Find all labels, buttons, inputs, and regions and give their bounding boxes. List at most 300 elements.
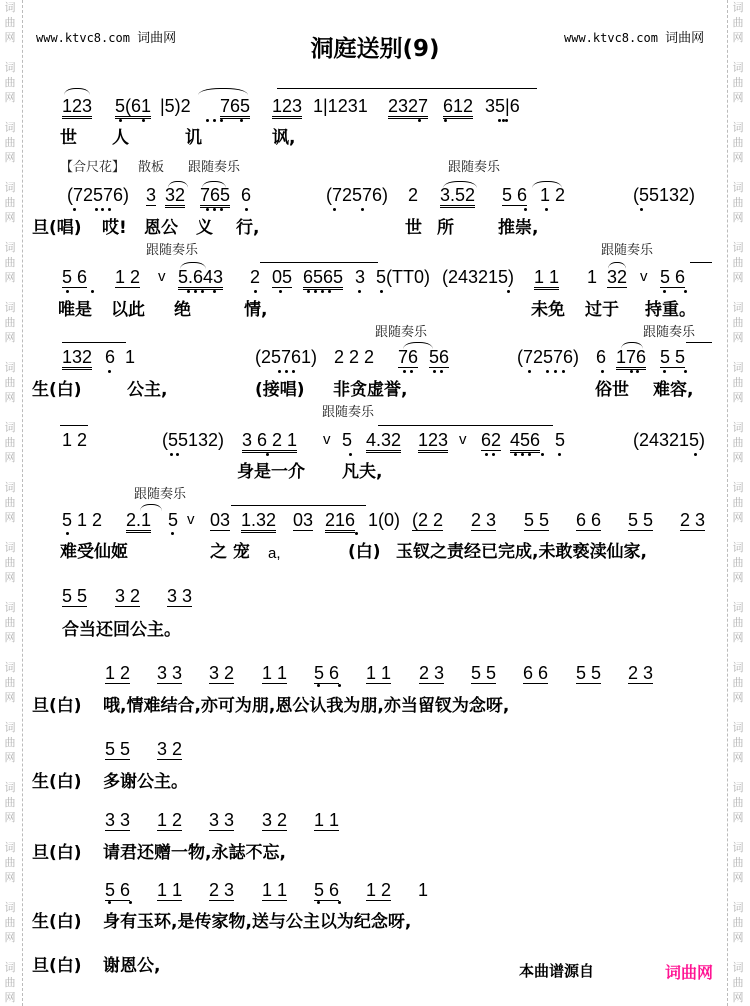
watermark-char: 词 (732, 181, 744, 194)
watermark-char: 曲 (732, 736, 744, 749)
watermark-char: 词 (732, 961, 744, 974)
site-name-text: 词曲网 (665, 31, 705, 46)
watermark-char: 词 (732, 121, 744, 134)
watermark-char: 曲 (4, 16, 16, 29)
lyric: 讥 (185, 128, 202, 148)
note-group: 216 (325, 510, 355, 533)
follow-music-annotation: 跟随奏乐 (146, 243, 199, 258)
watermark-char: 曲 (732, 796, 744, 809)
octave-dot (514, 453, 517, 456)
note-group: (243215) (633, 430, 706, 450)
octave-dot (213, 119, 216, 122)
octave-dot (108, 208, 111, 211)
watermark-char: 曲 (4, 556, 16, 569)
lyric: 未免 (531, 300, 565, 320)
role-label: 生(白) (32, 380, 82, 400)
octave-dot (187, 290, 190, 293)
octave-dot (142, 119, 145, 122)
note-group: 123 (62, 96, 92, 119)
watermark-char: 网 (4, 811, 16, 824)
watermark-char: 词 (732, 781, 744, 794)
note-group: 3 (146, 185, 157, 205)
octave-dot (521, 453, 524, 456)
role-label: 生(白) (32, 912, 82, 932)
note-group: 1 2 (540, 185, 566, 205)
watermark-char: 网 (732, 211, 744, 224)
note-group: 6565 (303, 267, 343, 290)
watermark-char: 词 (4, 661, 16, 674)
role-label: 旦(白) (32, 843, 82, 863)
watermark-char: 网 (732, 511, 744, 524)
lyric: 非贪虚誉, (333, 380, 408, 400)
note-group: 3 (355, 267, 366, 287)
watermark-char: 曲 (732, 376, 744, 389)
watermark-char: 曲 (732, 976, 744, 989)
watermark-char: 网 (4, 271, 16, 284)
octave-dot (684, 370, 687, 373)
note-group: 1 1 (157, 880, 183, 900)
octave-dot (444, 119, 447, 122)
note-group: 765 (200, 185, 230, 208)
note-group: 2 3 (680, 510, 706, 530)
watermark-char: 网 (732, 91, 744, 104)
lyric: 请君还赠一物,永誌不忘, (103, 843, 286, 863)
octave-dot (254, 290, 257, 293)
lyric: 凡夫, (342, 462, 383, 482)
note-group: 1 (125, 347, 136, 367)
watermark-char: 网 (4, 451, 16, 464)
watermark-char: 词 (4, 361, 16, 374)
octave-dot (333, 208, 336, 211)
note-group: (55132) (633, 185, 696, 205)
role-label: 生(白) (32, 772, 82, 792)
follow-music-annotation: 跟随奏乐 (134, 487, 187, 502)
octave-dot (358, 290, 361, 293)
watermark-char: 曲 (4, 496, 16, 509)
note-group: (243215) (442, 267, 515, 287)
breath-mark: v (187, 511, 195, 528)
lyric: 绝 (174, 300, 191, 320)
octave-dot (328, 290, 331, 293)
note-group: 76 (398, 347, 419, 367)
octave-dot (119, 119, 122, 122)
note-group: 5 6 (660, 267, 686, 287)
octave-dot (562, 370, 565, 373)
watermark-char: 词 (732, 361, 744, 374)
octave-dot (66, 290, 69, 293)
watermark-char: 曲 (732, 436, 744, 449)
note-group: 1 1 (314, 810, 340, 830)
note-group: 5 6 (314, 663, 340, 683)
watermark-char: 网 (4, 211, 16, 224)
note-group: 03 (210, 510, 231, 530)
note-group: 3 3 (167, 586, 193, 606)
lyric: 推崇, (498, 218, 539, 238)
watermark-char: 词 (732, 661, 744, 674)
watermark-char: 词 (4, 301, 16, 314)
lyric: 世 (60, 128, 77, 148)
octave-dot (433, 370, 436, 373)
note-group: 5 (555, 430, 566, 450)
octave-dot (206, 208, 209, 211)
octave-dot (176, 453, 179, 456)
note-group: 6 (596, 347, 607, 367)
note-group: (2 2 (412, 510, 444, 530)
watermark-char: 网 (4, 991, 16, 1004)
watermark-char: 网 (4, 571, 16, 584)
note-group: 5 5 (660, 347, 686, 367)
note-group: 5 6 (62, 267, 88, 287)
watermark-char: 曲 (732, 136, 744, 149)
octave-dot (505, 119, 508, 122)
note-group: 2 3 (419, 663, 445, 683)
follow-music-annotation: 跟随奏乐 (643, 325, 696, 340)
watermark-char: 词 (732, 301, 744, 314)
octave-dot (170, 453, 173, 456)
watermark-char: 词 (732, 541, 744, 554)
note-group: 32 (607, 267, 628, 287)
lyric: 恩公 (144, 218, 178, 238)
watermark-char: 词 (4, 421, 16, 434)
note-group: 1 1 (262, 880, 288, 900)
note-group: 32 (165, 185, 185, 208)
octave-dot (314, 290, 317, 293)
note-group: 1 2 (366, 880, 392, 900)
watermark-char: 曲 (732, 916, 744, 929)
octave-dot (129, 901, 132, 904)
lyric: a, (268, 545, 281, 562)
lyric: 义 (196, 218, 213, 238)
watermark-char: 曲 (4, 916, 16, 929)
octave-dot (317, 684, 320, 687)
note-group: 612 (443, 96, 473, 119)
octave-dot (554, 370, 557, 373)
watermark-char: 曲 (4, 616, 16, 629)
note-group: 5 5 (62, 586, 88, 606)
octave-dot (279, 290, 282, 293)
octave-dot (285, 370, 288, 373)
lyric: 过于 (585, 300, 619, 320)
breath-mark: v (640, 268, 648, 285)
octave-dot (213, 290, 216, 293)
note-group: 2 3 (471, 510, 497, 530)
note-group: 765 (220, 96, 250, 119)
note-group: 456 (510, 430, 540, 453)
octave-dot (266, 453, 269, 456)
watermark-char: 曲 (4, 796, 16, 809)
watermark-char: 词 (732, 421, 744, 434)
watermark-char: 词 (732, 61, 744, 74)
note-group: 1(0) (368, 510, 401, 530)
source-site-link[interactable]: 词曲网 (665, 963, 714, 982)
note-group: 5.643 (178, 267, 223, 290)
note-group: 132 (62, 347, 92, 370)
octave-dot (558, 453, 561, 456)
watermark-char: 词 (4, 241, 16, 254)
follow-music-annotation: 跟随奏乐 (601, 243, 654, 258)
note-group: 5(TT0) (376, 267, 430, 287)
note-group: 2 (250, 267, 261, 287)
note-group: 4.32 (366, 430, 401, 453)
note-group: 1 (587, 267, 598, 287)
role-label: 旦(唱) (32, 218, 82, 238)
octave-dot (403, 370, 406, 373)
watermark-char: 曲 (732, 496, 744, 509)
octave-dot (171, 532, 174, 535)
watermark-char: 网 (4, 151, 16, 164)
note-group: 5 6 (502, 185, 528, 205)
watermark-char: 曲 (4, 76, 16, 89)
note-group: 5(61 (115, 96, 151, 119)
lyric: 身有玉环,是传家物,送与公主以为纪念呀, (103, 912, 412, 932)
watermark-char: 词 (4, 721, 16, 734)
octave-dot (355, 532, 358, 535)
follow-music-annotation: 跟随奏乐 (188, 160, 241, 175)
watermark-char: 词 (732, 721, 744, 734)
octave-dot (410, 370, 413, 373)
note-group: 2 3 (628, 663, 654, 683)
octave-dot (108, 370, 111, 373)
note-group: 05 (272, 267, 293, 287)
note-group: (55132) (162, 430, 225, 450)
note-group: 1 2 (62, 430, 88, 450)
watermark-char: 词 (4, 181, 16, 194)
watermark-char: 曲 (732, 556, 744, 569)
watermark-char: 网 (732, 151, 744, 164)
watermark-char: 网 (732, 991, 744, 1004)
note-group: 1.32 (241, 510, 276, 533)
note-group: 56 (429, 347, 450, 367)
octave-dot (338, 901, 341, 904)
note-group: 3.52 (440, 185, 475, 208)
watermark-char: 网 (4, 91, 16, 104)
octave-dot (630, 370, 633, 373)
lyric: 行, (236, 218, 260, 238)
watermark-char: 网 (4, 631, 16, 644)
lyric: 人 (112, 128, 129, 148)
octave-dot (546, 370, 549, 373)
lyric: 所 (437, 218, 454, 238)
octave-dot (240, 119, 243, 122)
octave-dot (640, 208, 643, 211)
note-group: (72576) (517, 347, 580, 367)
note-group: 5 5 (524, 510, 550, 530)
watermark-char: 曲 (4, 136, 16, 149)
note-group: 2 3 (209, 880, 235, 900)
site-name-text: 词曲网 (137, 31, 177, 46)
octave-dot (245, 208, 248, 211)
watermark-char: 词 (4, 781, 16, 794)
octave-dot (220, 119, 223, 122)
octave-dot (201, 290, 204, 293)
note-group: 5 5 (628, 510, 654, 530)
watermark-char: 网 (732, 391, 744, 404)
watermark-char: 曲 (4, 436, 16, 449)
lyric: 以此 (111, 300, 145, 320)
lyric: 多谢公主。 (103, 772, 188, 792)
note-group: 03 (293, 510, 314, 530)
octave-dot (317, 901, 320, 904)
role-label: 旦(白) (32, 956, 82, 976)
note-group: 176 (616, 347, 646, 370)
watermark-char: 曲 (732, 256, 744, 269)
watermark-char: 曲 (4, 376, 16, 389)
watermark-char: 词 (732, 601, 744, 614)
lyric: 世 (405, 218, 422, 238)
breath-mark: v (323, 431, 331, 448)
note-group: 3 2 (157, 739, 183, 759)
note-group: (72576) (67, 185, 130, 205)
note-group: 5 6 (105, 880, 131, 900)
role-label: (白) (348, 542, 381, 562)
watermark-char: 网 (4, 691, 16, 704)
note-group: 1 1 (534, 267, 559, 290)
note-group: 1 (418, 880, 429, 900)
octave-dot (66, 532, 69, 535)
lyric: 讽, (272, 128, 296, 148)
watermark-char: 曲 (732, 616, 744, 629)
note-group: 1 2 (105, 663, 131, 683)
watermark-char: 网 (732, 691, 744, 704)
note-group: 6 (241, 185, 252, 205)
note-group: 1 2 (115, 267, 141, 287)
watermark-char: 网 (4, 871, 16, 884)
note-group: (25761) (255, 347, 318, 367)
watermark-char: 网 (4, 31, 16, 44)
site-url-text: www.ktvc8.com (564, 31, 658, 45)
note-group: 3 3 (157, 663, 183, 683)
watermark-char: 词 (4, 1, 16, 14)
watermark-char: 曲 (732, 76, 744, 89)
watermark-char: 网 (732, 931, 744, 944)
note-group: 5 (342, 430, 353, 450)
note-group: 1|1231 (313, 96, 368, 116)
octave-dot (524, 208, 527, 211)
site-url-text: www.ktvc8.com (36, 31, 130, 45)
watermark-char: 词 (732, 1, 744, 14)
note-group: 5 5 (105, 739, 131, 759)
breath-mark: v (158, 268, 166, 285)
lyric: 合当还回公主。 (62, 620, 181, 640)
note-group: 6 6 (576, 510, 602, 530)
note-group: 1 1 (366, 663, 392, 683)
watermark-char: 网 (732, 811, 744, 824)
note-group: |5)2 (160, 96, 191, 116)
octave-dot (485, 453, 488, 456)
note-group: 123 (272, 96, 302, 119)
watermark-char: 网 (4, 331, 16, 344)
octave-dot (108, 901, 111, 904)
breath-mark: v (459, 431, 467, 448)
octave-dot (694, 453, 697, 456)
octave-dot (601, 370, 604, 373)
lyric: 谢恩公, (103, 956, 161, 976)
note-group: 3 2 (209, 663, 235, 683)
lyric: 玉钗之责经已完成,未敢亵渎仙家, (396, 542, 647, 562)
note-group: 123 (418, 430, 448, 453)
watermark-char: 网 (4, 511, 16, 524)
note-group: 5 1 2 (62, 510, 103, 530)
octave-dot (528, 370, 531, 373)
lyric: 情, (244, 300, 268, 320)
octave-dot (95, 208, 98, 211)
watermark-char: 曲 (732, 16, 744, 29)
watermark-char: 曲 (4, 256, 16, 269)
octave-dot (220, 208, 223, 211)
watermark-char: 曲 (4, 976, 16, 989)
watermark-char: 词 (4, 61, 16, 74)
octave-dot (663, 290, 666, 293)
octave-dot (361, 208, 364, 211)
octave-dot (194, 290, 197, 293)
note-group: 62 (481, 430, 502, 450)
watermark-char: 网 (732, 631, 744, 644)
watermark-char: 曲 (4, 676, 16, 689)
note-group: 3 3 (209, 810, 235, 830)
note-group: 3 2 (262, 810, 288, 830)
note-group: 2.1 (126, 510, 151, 533)
watermark-char: 网 (732, 571, 744, 584)
note-group: 6 (105, 347, 116, 367)
watermark-char: 网 (732, 871, 744, 884)
watermark-char: 曲 (732, 196, 744, 209)
note-group: 3 6 2 1 (242, 430, 297, 453)
watermark-char: 曲 (4, 856, 16, 869)
octave-dot (73, 208, 76, 211)
octave-dot (684, 290, 687, 293)
octave-dot (206, 119, 209, 122)
right-watermark-strip (727, 0, 750, 1006)
lyric: (接唱) (255, 380, 305, 400)
watermark-char: 词 (732, 901, 744, 914)
watermark-char: 词 (4, 841, 16, 854)
note-group: 5 (168, 510, 179, 530)
watermark-char: 词 (4, 121, 16, 134)
watermark-char: 词 (4, 481, 16, 494)
note-group: 5 5 (576, 663, 602, 683)
watermark-char: 网 (732, 271, 744, 284)
follow-music-annotation: 跟随奏乐 (375, 325, 428, 340)
octave-dot (349, 453, 352, 456)
source-label: 本曲谱源自 (519, 962, 595, 980)
watermark-char: 网 (732, 751, 744, 764)
octave-dot (307, 290, 310, 293)
octave-dot (528, 453, 531, 456)
watermark-char: 词 (4, 961, 16, 974)
octave-dot (418, 119, 421, 122)
note-group: 2 (408, 185, 419, 205)
watermark-char: 曲 (732, 316, 744, 329)
octave-dot (545, 208, 548, 211)
octave-dot (292, 370, 295, 373)
lyric: 公主, (127, 380, 168, 400)
watermark-char: 词 (4, 541, 16, 554)
watermark-char: 网 (732, 451, 744, 464)
watermark-char: 词 (732, 481, 744, 494)
note-group: 1 1 (262, 663, 288, 683)
lyric: 哦,情难结合,亦可为朋,恩公认我为朋,亦当留钗为念呀, (103, 696, 510, 716)
page-title: 洞庭送别(9) (310, 36, 440, 62)
lyric: 唯是 (58, 300, 92, 320)
octave-dot (321, 290, 324, 293)
watermark-char: 网 (4, 751, 16, 764)
follow-music-annotation: 跟随奏乐 (322, 405, 375, 420)
watermark-char: 网 (732, 331, 744, 344)
note-group: 6 6 (523, 663, 549, 683)
note-group: 5 6 (314, 880, 340, 900)
octave-dot (338, 684, 341, 687)
note-group: 35|6 (485, 96, 520, 116)
